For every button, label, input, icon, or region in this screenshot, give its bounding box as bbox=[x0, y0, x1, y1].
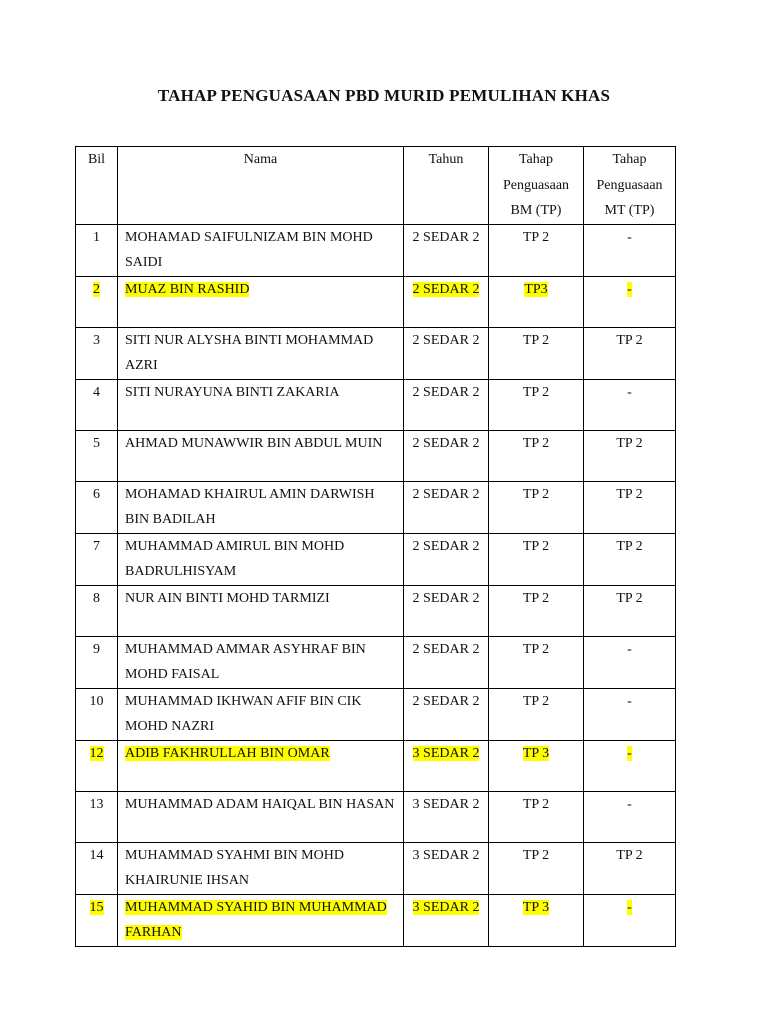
cell-tahun bbox=[404, 327, 489, 379]
header-tahap-mt-line1: Tahap bbox=[612, 152, 647, 167]
cell-tahun-text: 3 SEDAR 2 bbox=[412, 796, 480, 812]
cell-nama bbox=[118, 842, 404, 894]
cell-tahap-bm-text: TP 2 bbox=[522, 590, 550, 606]
cell-tahun-text: 2 SEDAR 2 bbox=[412, 590, 480, 606]
cell-tahap-mt bbox=[584, 636, 676, 688]
page-title: TAHAP PENGUASAAN PBD MURID PEMULIHAN KHAS bbox=[157, 86, 611, 105]
cell-bil bbox=[76, 430, 118, 481]
cell-bil bbox=[76, 791, 118, 842]
cell-tahap-bm bbox=[489, 224, 584, 276]
cell-tahun-text: 2 SEDAR 2 bbox=[412, 281, 480, 297]
cell-tahap-mt bbox=[584, 276, 676, 327]
table-row bbox=[76, 430, 676, 481]
cell-tahap-mt bbox=[584, 379, 676, 430]
cell-tahap-bm bbox=[489, 740, 584, 791]
cell-tahun bbox=[404, 533, 489, 585]
cell-tahun bbox=[404, 740, 489, 791]
cell-tahap-bm bbox=[489, 636, 584, 688]
cell-tahap-bm-text: TP 2 bbox=[522, 847, 550, 863]
cell-nama bbox=[118, 894, 404, 946]
cell-bil bbox=[76, 327, 118, 379]
cell-tahun-text: 2 SEDAR 2 bbox=[412, 229, 480, 245]
cell-tahap-bm bbox=[489, 379, 584, 430]
table-row bbox=[76, 842, 676, 894]
cell-bil bbox=[76, 224, 118, 276]
cell-bil-text: 2 bbox=[93, 281, 100, 297]
cell-nama bbox=[118, 688, 404, 740]
cell-bil-text: 9 bbox=[93, 641, 100, 657]
cell-bil-text: 13 bbox=[89, 796, 104, 812]
cell-tahun bbox=[404, 481, 489, 533]
table-row bbox=[76, 740, 676, 791]
cell-tahap-bm-text: TP3 bbox=[524, 281, 548, 297]
header-tahap-mt-line2: Penguasaan bbox=[596, 177, 663, 193]
cell-tahap-mt-text: - bbox=[627, 229, 632, 245]
cell-nama-text: ADIB FAKHRULLAH BIN OMAR bbox=[125, 745, 330, 761]
cell-nama-text: SITI NURAYUNA BINTI ZAKARIA bbox=[125, 384, 340, 400]
cell-nama bbox=[118, 430, 404, 481]
cell-tahap-bm-text: TP 2 bbox=[522, 693, 550, 709]
cell-bil-text: 5 bbox=[93, 435, 100, 451]
table-row bbox=[76, 636, 676, 688]
cell-bil bbox=[76, 481, 118, 533]
cell-tahap-mt bbox=[584, 585, 676, 636]
cell-tahap-bm-text: TP 3 bbox=[522, 745, 550, 761]
cell-tahun-text: 3 SEDAR 2 bbox=[412, 745, 480, 761]
cell-nama bbox=[118, 740, 404, 791]
cell-tahap-bm bbox=[489, 327, 584, 379]
cell-tahap-mt-text: TP 2 bbox=[616, 538, 643, 554]
cell-tahun-text: 3 SEDAR 2 bbox=[412, 847, 480, 863]
cell-tahap-mt bbox=[584, 842, 676, 894]
cell-tahun-text: 2 SEDAR 2 bbox=[412, 435, 480, 451]
cell-tahap-mt bbox=[584, 533, 676, 585]
cell-bil bbox=[76, 533, 118, 585]
cell-nama-text: MUHAMMAD SYAHMI BIN MOHD KHAIRUNIE IHSAN bbox=[125, 847, 344, 888]
table-row bbox=[76, 894, 676, 946]
cell-tahun-text: 2 SEDAR 2 bbox=[412, 332, 480, 348]
header-tahap-mt bbox=[584, 147, 676, 225]
cell-bil bbox=[76, 842, 118, 894]
cell-bil bbox=[76, 894, 118, 946]
cell-bil-text: 3 bbox=[93, 332, 100, 348]
cell-nama-text: MUHAMMAD IKHWAN AFIF BIN CIK MOHD NAZRI bbox=[125, 693, 362, 734]
cell-tahap-bm bbox=[489, 688, 584, 740]
cell-bil-text: 14 bbox=[89, 847, 104, 863]
cell-tahun bbox=[404, 585, 489, 636]
cell-tahap-mt-text: - bbox=[627, 693, 632, 709]
cell-tahun bbox=[404, 224, 489, 276]
table-row bbox=[76, 276, 676, 327]
cell-tahap-bm-text: TP 3 bbox=[522, 899, 550, 915]
cell-tahun bbox=[404, 276, 489, 327]
cell-nama bbox=[118, 224, 404, 276]
cell-tahap-mt-text: - bbox=[627, 796, 632, 812]
cell-tahap-bm bbox=[489, 585, 584, 636]
cell-nama-text: SITI NUR ALYSHA BINTI MOHAMMAD AZRI bbox=[125, 332, 374, 373]
header-nama: Nama bbox=[118, 147, 404, 225]
cell-bil bbox=[76, 379, 118, 430]
cell-tahap-mt-text: TP 2 bbox=[616, 590, 643, 606]
cell-tahap-mt bbox=[584, 327, 676, 379]
cell-tahun-text: 3 SEDAR 2 bbox=[412, 899, 480, 915]
table-row bbox=[76, 481, 676, 533]
cell-tahap-mt bbox=[584, 688, 676, 740]
cell-tahap-bm-text: TP 2 bbox=[522, 538, 550, 554]
cell-tahap-mt-text: - bbox=[627, 281, 632, 297]
header-tahun: Tahun bbox=[404, 147, 489, 225]
cell-nama-text: MUHAMMAD ADAM HAIQAL BIN HASAN bbox=[125, 796, 395, 812]
cell-nama bbox=[118, 327, 404, 379]
cell-tahap-mt-text: TP 2 bbox=[616, 332, 643, 348]
cell-tahun bbox=[404, 688, 489, 740]
cell-tahap-mt-text: TP 2 bbox=[616, 847, 643, 863]
table-header-row bbox=[76, 147, 676, 225]
cell-bil bbox=[76, 585, 118, 636]
cell-bil-text: 10 bbox=[89, 693, 104, 709]
cell-tahun bbox=[404, 379, 489, 430]
cell-tahap-mt-text: TP 2 bbox=[616, 486, 643, 502]
cell-tahap-mt bbox=[584, 430, 676, 481]
cell-nama-text: MOHAMAD SAIFULNIZAM BIN MOHD SAIDI bbox=[125, 229, 373, 270]
cell-bil-text: 12 bbox=[89, 745, 104, 761]
cell-tahap-bm-text: TP 2 bbox=[522, 229, 550, 245]
table-row bbox=[76, 533, 676, 585]
cell-tahun-text: 2 SEDAR 2 bbox=[412, 486, 480, 502]
cell-tahap-mt-text: - bbox=[627, 745, 632, 761]
pbd-table bbox=[75, 146, 676, 947]
cell-tahun bbox=[404, 894, 489, 946]
cell-tahun bbox=[404, 791, 489, 842]
cell-bil-text: 8 bbox=[93, 590, 100, 606]
header-tahap-mt-line3: MT (TP) bbox=[604, 203, 655, 218]
cell-bil-text: 7 bbox=[93, 538, 100, 554]
header-tahap-bm-line1: Tahap bbox=[518, 152, 553, 167]
header-tahap-bm-line2: Penguasaan bbox=[502, 177, 570, 193]
cell-tahap-mt bbox=[584, 481, 676, 533]
cell-nama bbox=[118, 533, 404, 585]
cell-tahun bbox=[404, 842, 489, 894]
cell-nama-text: MUHAMMAD AMIRUL BIN MOHD BADRULHISYAM bbox=[125, 538, 345, 579]
cell-nama-text: MUAZ BIN RASHID bbox=[125, 281, 250, 297]
cell-bil bbox=[76, 276, 118, 327]
header-tahap-bm-line3: BM (TP) bbox=[510, 203, 562, 218]
cell-tahun-text: 2 SEDAR 2 bbox=[412, 384, 480, 400]
cell-tahap-bm bbox=[489, 894, 584, 946]
cell-tahap-bm-text: TP 2 bbox=[522, 486, 550, 502]
cell-tahap-bm bbox=[489, 842, 584, 894]
cell-tahap-mt-text: - bbox=[627, 899, 632, 915]
table-row bbox=[76, 224, 676, 276]
cell-tahap-bm bbox=[489, 533, 584, 585]
table-row bbox=[76, 791, 676, 842]
table-row bbox=[76, 585, 676, 636]
cell-tahap-mt-text: - bbox=[627, 384, 632, 400]
table-row bbox=[76, 379, 676, 430]
cell-tahap-mt bbox=[584, 740, 676, 791]
cell-tahun bbox=[404, 636, 489, 688]
cell-tahap-bm bbox=[489, 791, 584, 842]
cell-tahap-mt bbox=[584, 791, 676, 842]
cell-nama bbox=[118, 379, 404, 430]
cell-bil-text: 1 bbox=[93, 229, 100, 245]
cell-bil-text: 15 bbox=[89, 899, 104, 915]
cell-bil bbox=[76, 688, 118, 740]
cell-tahap-bm-text: TP 2 bbox=[522, 641, 550, 657]
table-row bbox=[76, 688, 676, 740]
cell-nama-text: MOHAMAD KHAIRUL AMIN DARWISH BIN BADILAH bbox=[125, 486, 375, 527]
cell-nama bbox=[118, 481, 404, 533]
cell-tahap-bm-text: TP 2 bbox=[522, 796, 550, 812]
cell-nama-text: MUHAMMAD SYAHID BIN MUHAMMAD FARHAN bbox=[125, 899, 387, 940]
cell-tahun-text: 2 SEDAR 2 bbox=[412, 538, 480, 554]
table-row bbox=[76, 327, 676, 379]
cell-tahap-bm-text: TP 2 bbox=[522, 332, 550, 348]
cell-bil bbox=[76, 636, 118, 688]
cell-nama-text: MUHAMMAD AMMAR ASYHRAF BIN MOHD FAISAL bbox=[125, 641, 366, 682]
cell-bil-text: 6 bbox=[93, 486, 100, 502]
header-bil: Bil bbox=[76, 147, 118, 225]
cell-nama bbox=[118, 636, 404, 688]
cell-nama bbox=[118, 276, 404, 327]
cell-nama bbox=[118, 585, 404, 636]
cell-nama-text: AHMAD MUNAWWIR BIN ABDUL MUIN bbox=[125, 435, 383, 451]
cell-tahap-mt-text: - bbox=[627, 641, 632, 657]
cell-tahun-text: 2 SEDAR 2 bbox=[412, 641, 480, 657]
cell-bil-text: 4 bbox=[93, 384, 100, 400]
cell-tahap-bm-text: TP 2 bbox=[522, 384, 550, 400]
cell-tahap-mt bbox=[584, 894, 676, 946]
cell-tahap-mt bbox=[584, 224, 676, 276]
cell-tahap-mt-text: TP 2 bbox=[616, 435, 643, 451]
cell-tahap-bm bbox=[489, 276, 584, 327]
cell-tahun bbox=[404, 430, 489, 481]
cell-nama bbox=[118, 791, 404, 842]
cell-tahun-text: 2 SEDAR 2 bbox=[412, 693, 480, 709]
header-tahap-bm bbox=[489, 147, 584, 225]
cell-tahap-bm bbox=[489, 481, 584, 533]
cell-tahap-bm bbox=[489, 430, 584, 481]
cell-tahap-bm-text: TP 2 bbox=[522, 435, 550, 451]
cell-nama-text: NUR AIN BINTI MOHD TARMIZI bbox=[125, 590, 330, 606]
cell-bil bbox=[76, 740, 118, 791]
